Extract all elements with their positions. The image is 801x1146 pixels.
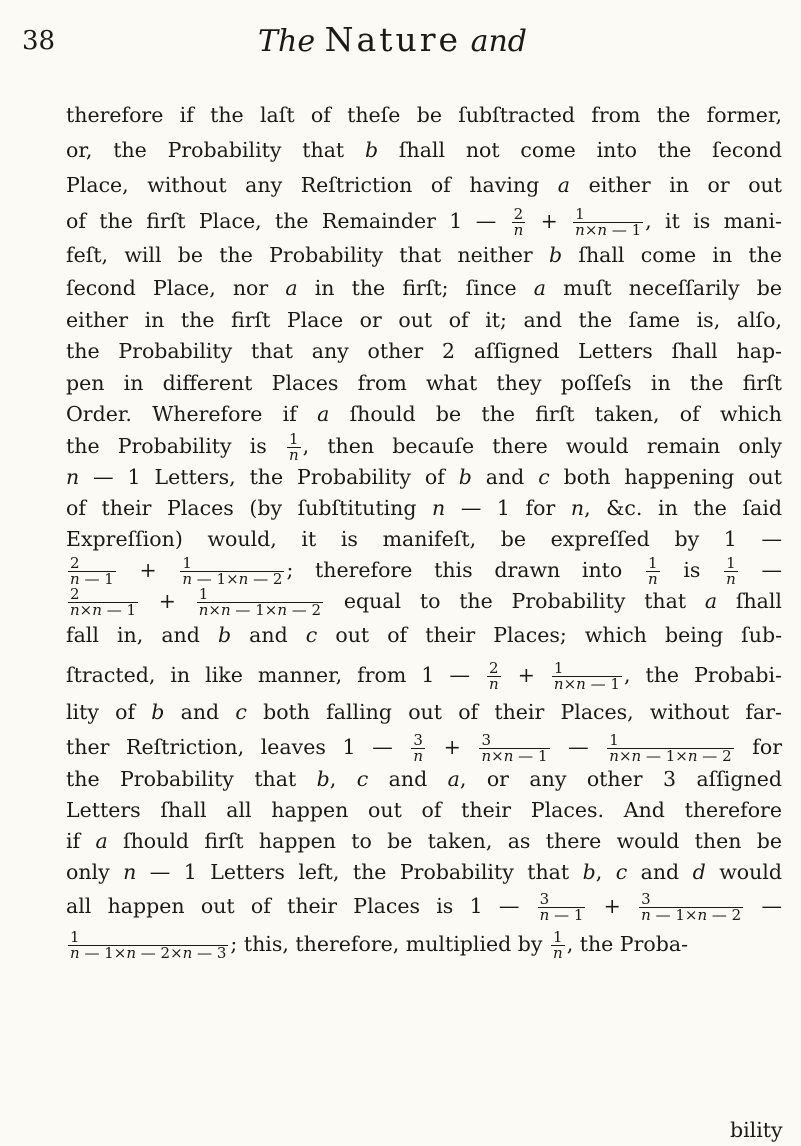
fraction: [512, 207, 526, 238]
fraction-numerator: 1: [180, 556, 284, 572]
text-line: Place, without any Reſtriction of having a either in or out: [66, 173, 782, 197]
fraction-numerator: 1: [573, 207, 643, 223]
text-line: therefore if the laſt of theſe be ſubſtracted from the former,: [66, 103, 782, 127]
fraction: [551, 930, 565, 961]
text-line: if a ſhould firſt happen to be taken, as there would then be: [66, 829, 782, 853]
text-line: fall in, and b and c out of their Places; which being ſub-: [66, 623, 782, 647]
fraction-denominator: n — 1×n — 2: [641, 906, 742, 924]
text-line: ſecond Place, nor a in the firſt; ſince a muſt neceſſarily be: [66, 276, 782, 300]
fraction-numerator: 1: [551, 930, 565, 946]
fraction: [724, 556, 738, 587]
fraction: [607, 733, 733, 764]
fraction-denominator: n: [553, 944, 563, 962]
fraction: [487, 661, 501, 692]
fraction-numerator: 1: [607, 733, 733, 749]
fraction-denominator: n: [489, 675, 499, 693]
fraction-numerator: 1: [552, 661, 622, 677]
fraction-denominator: n — 1: [70, 570, 114, 588]
running-title-caps: [324, 20, 462, 59]
fraction-numerator: 2: [68, 556, 116, 572]
page-header: [0, 12, 801, 72]
fraction: [411, 733, 425, 764]
running-title: [258, 20, 527, 59]
fraction: [479, 733, 549, 764]
fraction: [287, 432, 301, 463]
running-title-post: and: [470, 24, 527, 59]
fraction: [646, 556, 660, 587]
text-line: only n — 1 Letters left, the Probability that b, c and d would: [66, 860, 782, 884]
fraction-numerator: 1: [197, 587, 323, 603]
text-line: ther Reſtriction, leaves 1 — $\frac{3}{n}$ + $\frac{3}{n\times n — 1}$ — $\frac{1}{n\times n — 1\times n — 2}$ for: [66, 731, 782, 765]
running-title-pre: The: [258, 24, 316, 59]
fraction-numerator: 2: [487, 661, 501, 677]
fraction-numerator: 1: [724, 556, 738, 572]
text-line: Order. Wherefore if a ſhould be the firſt taken, of which: [66, 402, 782, 426]
fraction-denominator: n: [726, 570, 736, 588]
text-line: the Probability that b, c and a, or any other 3 aſſigned: [66, 767, 782, 791]
fraction-denominator: n×n — 1×n — 2: [609, 747, 732, 765]
text-line: Expreſſion) would, it is manifeſt, be expreſſed by 1 —: [66, 527, 782, 551]
fraction-denominator: n×n — 1: [575, 221, 642, 239]
fraction: [180, 556, 284, 587]
text-line: n — 1 Letters, the Probability of b and c both happening out: [66, 465, 782, 489]
fraction-denominator: n: [513, 221, 524, 239]
fraction: [68, 930, 228, 961]
fraction-numerator: 3: [479, 733, 549, 749]
fraction: [68, 587, 138, 618]
text-line: $\frac{1}{n — 1\times n — 2\times n — 3}$ ; this, therefore, multiplied by $\frac{1}{n}$ , the Proba-: [70, 928, 689, 962]
text-line: ſtracted, in like manner, from 1 — $\frac{2}{n}$ + $\frac{1}{n\times n — 1}$ , the Probabi-: [66, 659, 782, 693]
fraction-denominator: n×n — 1: [481, 747, 548, 765]
text-line: of the firſt Place, the Remainder 1 — $\frac{2}{n}$ + $\frac{1}{n\times n — 1}$ , it is mani-: [66, 205, 782, 239]
fraction-numerator: 1: [646, 556, 660, 572]
fraction-denominator: n×n — 1: [70, 601, 137, 619]
text-line: of their Places (by ſubſtituting n — 1 for n, &c. in the ſaid: [66, 496, 782, 520]
fraction-numerator: 3: [411, 733, 425, 749]
fraction: [68, 556, 116, 587]
text-line: the Probability is $\frac{1}{n}$ , then becauſe there would remain only: [66, 430, 782, 464]
fraction: [552, 661, 622, 692]
fraction: [197, 587, 323, 618]
text-line: $\frac{2}{n\times n — 1}$ + $\frac{1}{n\times n — 1\times n — 2}$ equal to the Probability that a ſhall: [70, 585, 782, 619]
fraction-denominator: n: [647, 570, 658, 588]
fraction-numerator: 1: [287, 432, 301, 448]
text-line: all happen out of their Places is 1 — $\frac{3}{n — 1}$ + $\frac{3}{n — 1\times n — 2}$ —: [66, 890, 782, 924]
running-title-caps-text: Nature: [324, 20, 462, 59]
text-line: or, the Probability that b ſhall not come into the ſecond: [66, 138, 782, 162]
fraction-denominator: n — 1×n — 2×n — 3: [70, 944, 227, 962]
fraction: [639, 892, 743, 923]
fraction-denominator: n: [413, 747, 424, 765]
fraction-denominator: n×n — 1×n — 2: [198, 601, 322, 619]
fraction-denominator: n — 1: [539, 906, 584, 924]
text-line: Letters ſhall all happen out of their Places. And therefore: [66, 798, 782, 822]
fraction-denominator: n×n — 1: [553, 675, 620, 693]
text-line: lity of b and c both falling out of their Places, without far-: [66, 700, 782, 724]
text-line: pen in different Places from what they poſſeſs in the firſt: [66, 371, 782, 395]
text-line: feſt, will be the Probability that neither b ſhall come in the: [66, 243, 782, 267]
fraction-numerator: 2: [68, 587, 138, 603]
fraction: [538, 892, 586, 923]
fraction-denominator: n: [288, 446, 299, 464]
catchword: bility: [730, 1118, 783, 1142]
text-line: $\frac{2}{n — 1}$ + $\frac{1}{n — 1\times n — 2}$ ; therefore this drawn into $\frac{1}{n}$ is $\frac{1}{n}$ —: [70, 554, 782, 588]
fraction: [573, 207, 643, 238]
fraction-numerator: 3: [538, 892, 586, 908]
fraction-numerator: 3: [639, 892, 743, 908]
fraction-denominator: n — 1×n — 2: [182, 570, 283, 588]
fraction-numerator: 1: [68, 930, 228, 946]
text-line: the Probability that any other 2 aſſigned Letters ſhall hap-: [66, 339, 782, 363]
page-number: 38: [22, 26, 56, 56]
text-line: either in the firſt Place or out of it; and the ſame is, alſo,: [66, 308, 782, 332]
fraction-numerator: 2: [512, 207, 526, 223]
